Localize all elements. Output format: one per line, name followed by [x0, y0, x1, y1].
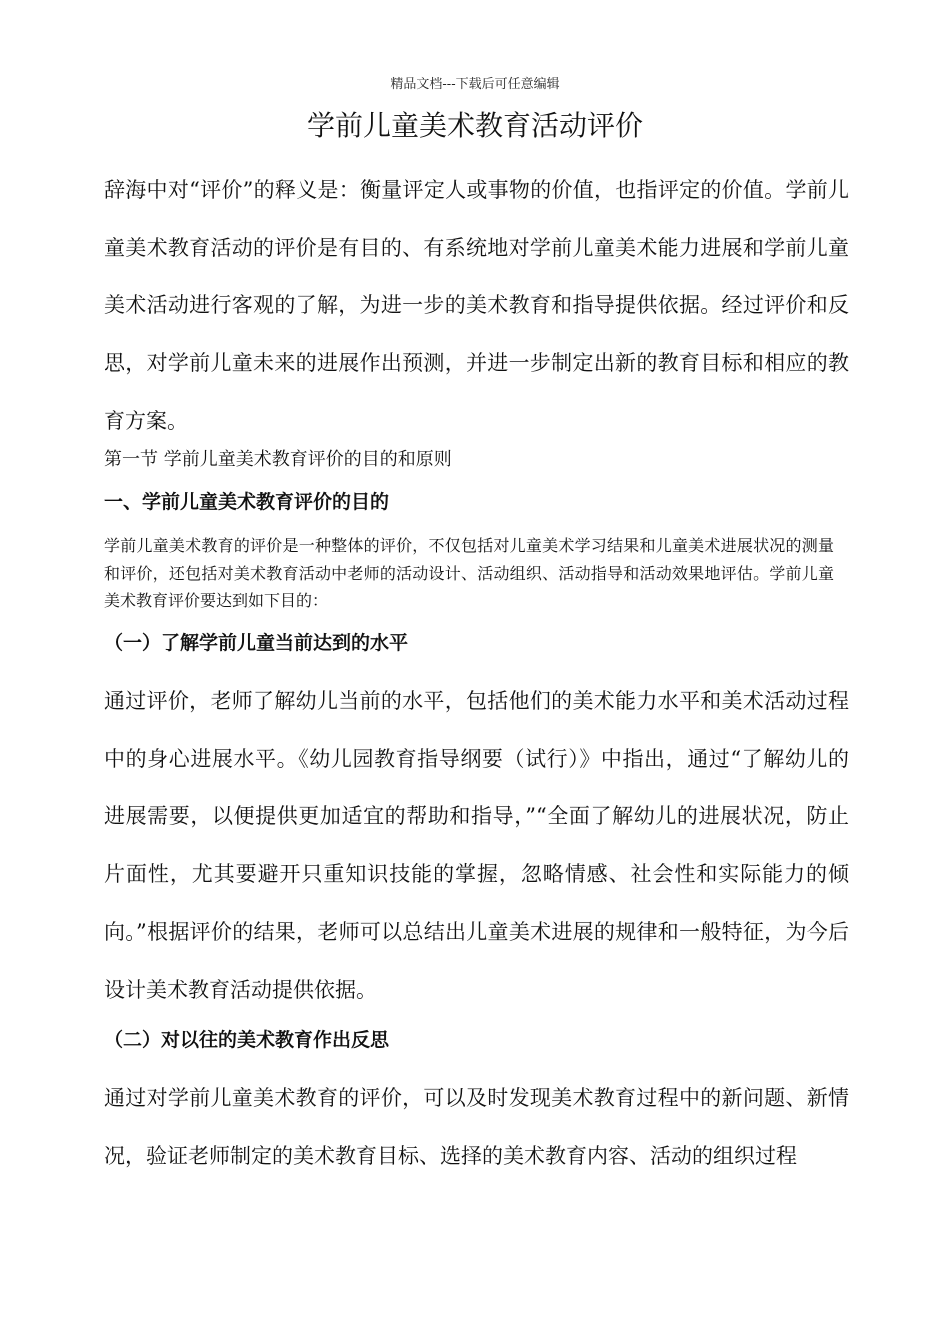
header-note: 精品文档---下载后可任意编辑 [390, 77, 560, 92]
subheading-understand-level: （一）了解学前儿童当前达到的水平 [104, 632, 409, 654]
understand-level-paragraph: 通过评价，老师了解幼儿当前的水平，包括他们的美术能力水平和美术活动过程中的身心进展水平。《幼儿园教育指导纲要（试行）》中指出，通过“了解幼儿的进展需要，以便提供更加适宜的帮助和指导，”“全面了解幼儿的进展状况，防止片面性，尤其要避开只重知识技能的掌握，忽略情感、社会性和实际能力的倾向。”根据评价的结果，老师可以总结出儿童美术进展的规律和一般特征，为今后设计美术教育活动提供依据。 [104, 689, 849, 1002]
document-title: 学前儿童美术教育活动评价 [306, 109, 643, 142]
heading-purpose: 一、学前儿童美术教育评价的目的 [104, 491, 390, 513]
subheading-reflection: （二）对以往的美术教育作出反思 [104, 1029, 390, 1051]
section-title: 第一节 学前儿童美术教育评价的目的和原则 [104, 449, 452, 470]
purpose-paragraph: 学前儿童美术教育的评价是一种整体的评价，不仅包括对儿童美术学习结果和儿童美术进展状况的测量和评价，还包括对美术教育活动中老师的活动设计、活动组织、活动指导和活动效果地评估。学前儿童美术教育评价要达到如下目的： [104, 536, 834, 610]
intro-paragraph: 辞海中对“评价”的释义是：衡量评定人或事物的价值，也指评定的价值。学前儿童美术教育活动的评价是有目的、有系统地对学前儿童美术能力进展和学前儿童美术活动进行客观的了解，为进一步的美术教育和指导提供依据。经过评价和反思，对学前儿童未来的进展作出预测，并进一步制定出新的教育目标和相应的教育方案。 [104, 178, 849, 433]
reflection-paragraph: 通过对学前儿童美术教育的评价，可以及时发现美术教育过程中的新问题、新情况，验证老师制定的美术教育目标、选择的美术教育内容、活动的组织过程 [104, 1086, 849, 1168]
